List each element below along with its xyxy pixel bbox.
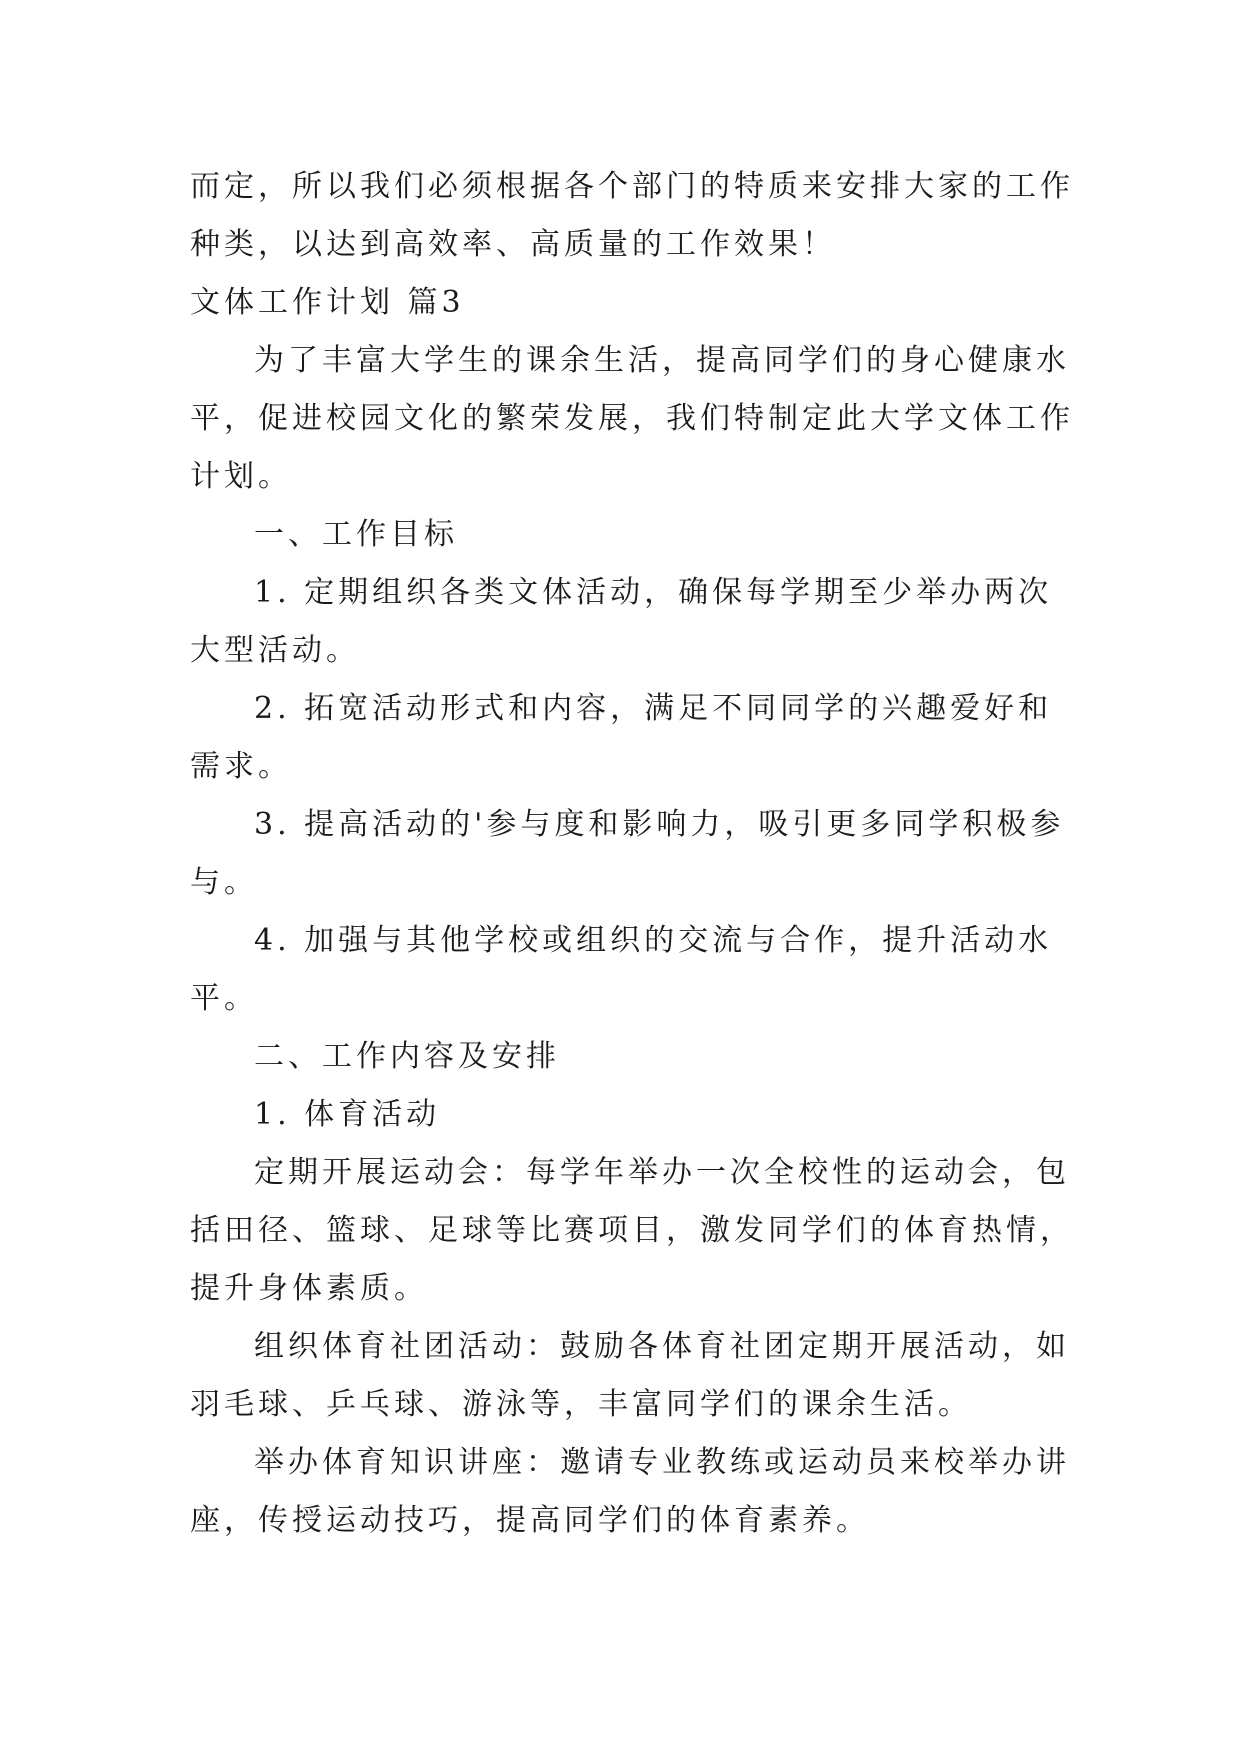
text-line: 1. 体育活动 <box>254 1097 441 1132</box>
text-line: 大型活动。 <box>190 633 360 668</box>
text-line: 羽毛球、乒乓球、游泳等，丰富同学们的课余生活。 <box>190 1387 972 1422</box>
text-line: 为了丰富大学生的课余生活，提高同学们的身心健康水 <box>254 343 1070 378</box>
text-line: 平，促进校园文化的繁荣发展，我们特制定此大学文体工作 <box>190 401 1074 436</box>
text-line: 而定，所以我们必须根据各个部门的特质来安排大家的工作 <box>190 169 1074 204</box>
text-line: 4. 加强与其他学校或组织的交流与合作，提升活动水 <box>254 923 1053 958</box>
document-body <box>190 158 1074 1550</box>
text-line: 3. 提高活动的'参与度和影响力，吸引更多同学积极参 <box>254 807 1065 842</box>
text-line: 提升身体素质。 <box>190 1271 428 1306</box>
text-line: 组织体育社团活动：鼓励各体育社团定期开展活动，如 <box>254 1329 1070 1364</box>
text-line: 与。 <box>190 865 258 900</box>
text-line: 括田径、篮球、足球等比赛项目，激发同学们的体育热情， <box>190 1213 1074 1248</box>
text-line: 计划。 <box>190 459 292 494</box>
text-line: 2. 拓宽活动形式和内容，满足不同同学的兴趣爱好和 <box>254 691 1053 726</box>
text-line: 一、工作目标 <box>254 517 458 552</box>
text-line: 1. 定期组织各类文体活动，确保每学期至少举办两次 <box>254 575 1053 610</box>
text-line: 平。 <box>190 981 258 1016</box>
text-line: 座，传授运动技巧，提高同学们的体育素养。 <box>190 1503 870 1538</box>
text-line: 定期开展运动会：每学年举办一次全校性的运动会，包 <box>254 1155 1070 1190</box>
text-line: 二、工作内容及安排 <box>254 1039 560 1074</box>
text-line: 文体工作计划 篇3 <box>190 285 465 320</box>
text-line: 种类，以达到高效率、高质量的工作效果！ <box>190 227 836 262</box>
text-line: 举办体育知识讲座：邀请专业教练或运动员来校举办讲 <box>254 1445 1070 1480</box>
text-line: 需求。 <box>190 749 292 784</box>
